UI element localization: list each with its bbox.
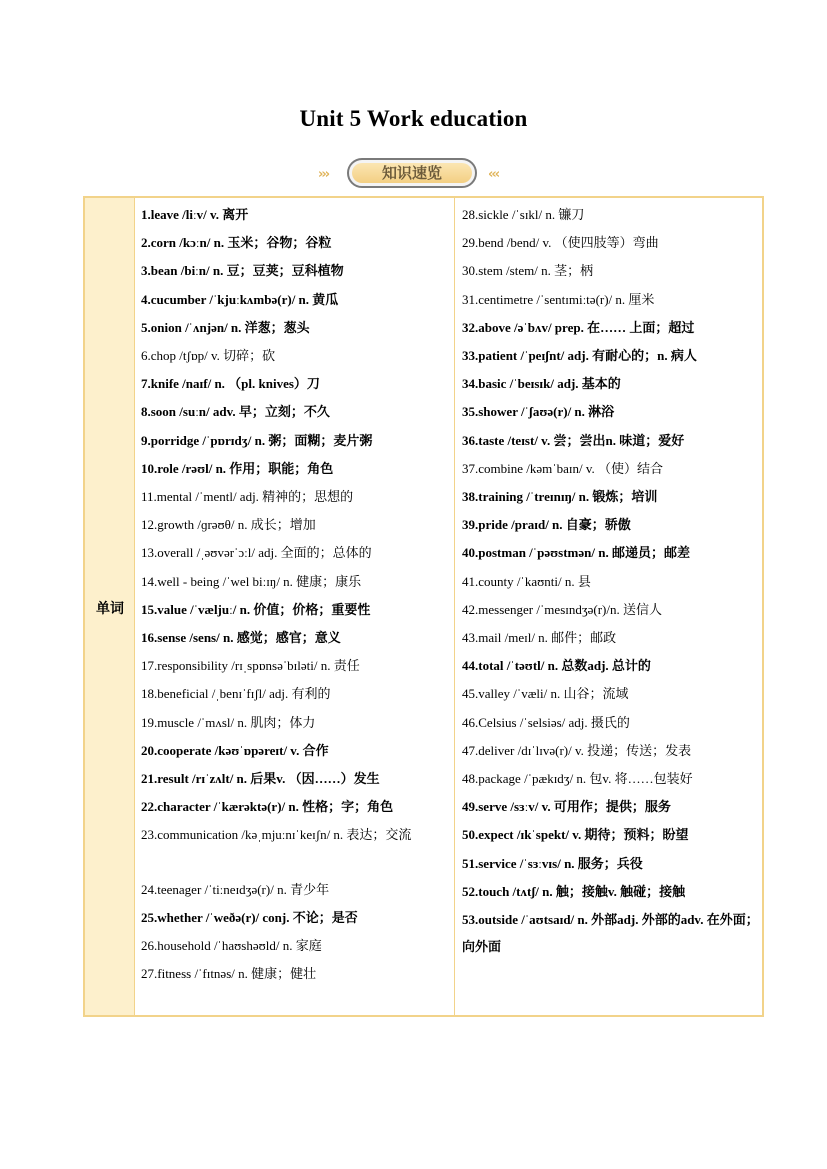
vocab-entry: 3.bean /biːn/ n. 豆；豆荚；豆科植物 [141,263,344,279]
vocab-entry: 10.role /rəʊl/ n. 作用；职能；角色 [141,460,334,476]
vocab-entry: 27.fitness /ˈfɪtnəs/ n. 健康；健壮 [141,966,317,982]
vocab-entry: 34.basic /ˈbeɪsɪk/ adj. 基本的 [462,376,621,392]
vocabulary-column-left [135,198,455,1015]
vocab-entry: 38.training /ˈtreɪnɪŋ/ n. 锻炼；培训 [462,489,658,504]
vocabulary-column-right [456,198,762,1015]
vocab-entry: 14.well - being /ˈwel biːɪŋ/ n. 健康；康乐 [141,573,362,589]
vocab-entry: 41.county /ˈkaʊnti/ n. 县 [462,573,591,589]
vocab-entry: 15.value /ˈvæljuː/ n. 价值；价格；重要性 [141,601,371,617]
vocab-entry: 33.patient /ˈpeɪʃnt/ adj. 有耐心的；n. 病人 [462,348,697,363]
vocab-entry: 16.sense /sens/ n. 感觉；感官；意义 [141,630,341,645]
vocabulary-table [83,196,764,1017]
vocab-entry: 4.cucumber /ˈkjuːkʌmbə(r)/ n. 黄瓜 [141,291,339,307]
vocab-entry: 6.chop /tʃɒp/ v. 切碎；砍 [141,348,276,363]
vocab-entry: 42.messenger /ˈmesɪndʒə(r)/n. 送信人 [462,601,663,617]
vocab-entry: 52.touch /tʌtʃ/ n. 触；接触v. 触碰；接触 [462,883,686,899]
vocab-entry: 28.sickle /ˈsɪkl/ n. 镰刀 [462,207,585,222]
vocab-entry: 23.communication /kəˌmjuːnɪˈkeɪʃn/ n. 表达；交流 [141,827,412,843]
vocab-entry: 7.knife /naɪf/ n. （pl. knives）刀 [141,376,320,392]
category-label: 单词 [96,601,124,617]
vocab-entry: 29.bend /bend/ v. （使四肢等）弯曲 [462,235,659,251]
category-column [85,198,135,1015]
vocab-entry: 17.responsibility /rɪˌspɒnsəˈbɪləti/ n. 责任 [141,658,360,674]
vocab-entry: 18.beneficial /ˌbenɪˈfɪʃl/ adj. 有利的 [141,686,331,702]
vocab-entry: 50.expect /ɪkˈspekt/ v. 期待；预料；盼望 [462,827,689,843]
vocab-entry: 49.serve /sɜːv/ v. 可用作；提供；服务 [462,799,671,815]
vocab-entry: 43.mail /meɪl/ n. 邮件；邮政 [462,630,617,645]
vocab-entry: 9.porridge /ˈpɒrɪdʒ/ n. 粥；面糊；麦片粥 [141,432,373,448]
vocab-entry: 37.combine /kəmˈbaɪn/ v. （使）结合 [462,460,663,476]
vocab-entry: 8.soon /suːn/ adv. 早；立刻；不久 [141,404,330,420]
vocab-entry: 13.overall /ˌəʊvərˈɔːl/ adj. 全面的；总体的 [141,545,372,561]
vocab-entry: 36.taste /teɪst/ v. 尝；尝出n. 味道；爱好 [462,432,685,448]
left-arrows-icon: ››› [318,167,329,182]
vocab-entry: 25.whether /ˈweðə(r)/ conj. 不论；是否 [141,910,358,925]
vocab-entry: 31.centimetre /ˈsentɪmiːtə(r)/ n. 厘米 [462,291,655,307]
vocab-entry: 20.cooperate /kəʊˈɒpəreɪt/ v. 合作 [141,742,329,758]
vocab-entry: 22.character /ˈkærəktə(r)/ n. 性格；字；角色 [141,799,394,815]
vocab-entry: 24.teenager /ˈtiːneɪdʒə(r)/ n. 青少年 [141,881,330,897]
page-title: Unit 5 Work education [299,106,528,131]
vocab-entry: 51.service /ˈsɜːvɪs/ n. 服务；兵役 [462,855,643,871]
vocab-entry: 12.growth /ɡrəʊθ/ n. 成长；增加 [141,517,316,533]
right-arrows-icon: ‹‹‹ [488,167,499,182]
vocab-entry: 44.total /ˈtəʊtl/ n. 总数adj. 总计的 [462,658,651,674]
vocab-entry: 39.pride /praɪd/ n. 自豪；骄傲 [462,517,631,533]
vocab-entry: 45.valley /ˈvæli/ n. 山谷；流域 [462,686,629,702]
vocab-entry: 21.result /rɪˈzʌlt/ n. 后果v. （因……）发生 [141,771,380,786]
vocab-entry: 53.outside /ˈaʊtsaɪd/ n. 外部adj. 外部的adv. 在外面；向外面 [462,912,759,954]
banner-label: 知识速览 [352,163,472,183]
vocab-entry: 1.leave /liːv/ v. 离开 [141,207,249,222]
vocab-entry: 19.muscle /ˈmʌsl/ n. 肌肉；体力 [141,714,316,730]
banner-pill [347,158,477,188]
vocab-entry: 48.package /ˈpækɪdʒ/ n. 包v. 将……包装好 [462,771,693,786]
vocab-entry: 2.corn /kɔːn/ n. 玉米；谷物；谷粒 [141,235,332,251]
vocab-entry: 26.household /ˈhaʊshəʊld/ n. 家庭 [141,938,322,954]
vocab-entry: 32.above /əˈbʌv/ prep. 在…… 上面；超过 [462,319,695,335]
vocab-entry: 35.shower /ˈʃaʊə(r)/ n. 淋浴 [462,404,615,420]
vocab-entry: 30.stem /stem/ n. 茎；柄 [462,263,594,279]
vocab-entry: 46.Celsius /ˈselsiəs/ adj. 摄氏的 [462,714,630,730]
vocab-entry: 5.onion /ˈʌnjən/ n. 洋葱；葱头 [141,319,310,335]
vocab-entry: 11.mental /ˈmentl/ adj. 精神的；思想的 [141,489,354,504]
section-banner [0,156,827,192]
vocab-entry: 40.postman /ˈpəʊstmən/ n. 邮递员；邮差 [462,545,690,561]
vocab-entry: 47.deliver /dɪˈlɪvə(r)/ v. 投递；传送；发表 [462,742,692,758]
